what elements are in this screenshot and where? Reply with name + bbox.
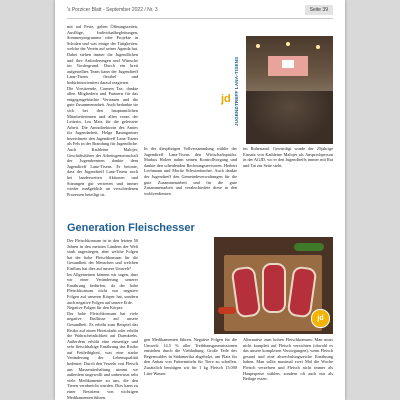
paragraph: Die Vorsitzende, Carmen Tax, dankte allen Mitgliedern und Partnern für das entgegengebrachte Vertrauen und die gute Zusammenarbeit. Auch bedankte sie sich bei den hauptamtlichen Mitarbeiterinnen und allen voran der Leiterin, Lea Mair, für die geleistete Arbeit. Die Amtsdirektorin des Amtes für Jugendarbeit, Helga Baumgartner bezeichnete den Jugendtreff Lanz-Tisens als Fels in der Brandung für Jugendliche. Auch Kathleine Malojer, Geschäftsführer der Arbeitsgemeinschaft der Jugendzentren dankte dem Jugendtreff Lanz-Tisens. Er betonte, dass der Jugendtreff Lanz-Tisens noch bei landesweiten Aktionen und Sitzungen gut vertreten und immer wieder maßgeblich an verschiedenen Prozessen beteiligt ist. xyxy=(67,85,138,197)
article-column-2 xyxy=(144,337,237,400)
photo-caption-right xyxy=(243,146,333,221)
article-column-3 xyxy=(243,337,333,400)
projection-slide xyxy=(282,60,294,68)
article-headline: Generation Fleischesser xyxy=(67,222,195,234)
article-column-1 xyxy=(67,238,138,400)
jd-logo-mark: jd xyxy=(221,93,231,105)
event-photo xyxy=(216,36,333,144)
paragraph: gen Medikamenten führen. Negative Folgen für die Umwelt: 14,5 % aller Treibhausgasemissionen entstehen durch die Viehhaltung. Große Teile des Regenwaldes in Südamerika abgeholzt, um Platz für den Anbau von Futtermitteln für Tiere zu schaffen. Zusätzlich benötigen wir für 1 kg Fleisch 15.000 Liter Wasser. xyxy=(144,337,237,376)
paragraph: Der Fleischkonsum ist in den letzten 50 Jahren in den meisten Ländern der Welt stark angestiegen, aber welche Folgen hat der hohe Fleischkonsum für die Gesundheit der Menschen und welchen Einfluss hat dies auf unsere Umwelt? xyxy=(67,238,138,271)
audience xyxy=(246,91,333,144)
organization-banner xyxy=(216,36,246,144)
ceiling-light xyxy=(316,45,320,49)
paragraph: Alternative zum hohen Fleischkonsum: Man muss nicht komplett auf Fleisch verzichten (obwohl es das unsere komplexen Versorgungen), wenn Fleisch gesund und eine abwechslungsreiche Ernährung haben. Man sollte maximal zwei Mal die Woche Fleisch verzehren und Fleisch nicht immer als Hauptspeise wählen, sondern oft auch nur als Beilage essen. xyxy=(243,337,333,382)
paragraph: Der hohe Fleischkonsum hat viele negative Einflüsse auf unsere Gesundheit. Es erhöht zum Beispiel das Risiko auf einen Herzinfarkt oder erhöht die Wahrscheinlichkeit auf Darmkrebs. Außerdem erhöht eine einseitige und sehr fleischhaltige Ernährung das Risiko auf Fettleibigkeit, was eine starke Veränderung der Lebensqualität bedeutet. Durch den Verzehr von Fleisch aus Massentierhaltung nimmt we außerdem ungewollt und unbewusst sehr viele Medikamente zu uns, die den Tieren verabreicht wurden. Dies kann zu einer Resistenz von wichtigen Medikamenten führen. xyxy=(67,310,138,400)
paragraph: mit auf Feste, geben Öffnungszeiten, Ausflüge, Individualbegleitungen, Sommerprogramme oder Projekte in Schulen und was einige der Tätigkeiten, welche der Verein auf seiner Agenda hat. Dabei stehen immer die Jugendlichen und ihre Anforderungen und Wünsche im Vordergrund. Durch ein breit aufgestelltes Team kann der Jugendtreff Lanz-Tisens flexibel und bedürfnisorientiert darauf reagieren. xyxy=(67,24,138,85)
publication-line: 's Porzicer Blatt - September 2022 / Nr. 3 xyxy=(67,7,158,13)
ceiling-light xyxy=(286,42,290,46)
paragraph: Negative Folgen für den Körper: xyxy=(67,305,124,311)
top-article-column-1 xyxy=(67,24,138,221)
caption-text: im Ruhestand. Gewürdigt wurde der 25jährige Einsatz von Kathleine Malojer als Ansprechperson in der AGJD, wo er den Jugendtreffs immer mit Rat und Tat zur Seite steht. xyxy=(243,146,333,168)
steak xyxy=(262,263,286,313)
photo-caption-left xyxy=(144,146,237,221)
running-header xyxy=(67,6,333,19)
jd-badge-icon: jd xyxy=(311,309,330,328)
page-number-tab: Seite 39 xyxy=(305,5,333,15)
red-pepper xyxy=(218,307,236,314)
steak-photo xyxy=(214,237,333,334)
caption-text: In der diesjährigen Vollversammlung wählte der Jugendtreff Lana-Tisens den Wirtschaftsprüfer. Markus Holzer nahm seinen Kontrollvorgang und dankte den scheidenden Rechnungsrevisoren. Herbert Lechmann und Moritz Schwienbacher. Auch dankte der Jugendtreff den Gemeindeverwaltungen für die gute Zusammenarbeit und für die gute Zusammenarbeit und verabschiedete diese in den wohlverdienten xyxy=(144,146,237,196)
banner-text: JUGENDTREFF LANA-TISENS xyxy=(234,56,239,126)
paragraph: Im Allgemeinen können wir sagen, dass wir einer Veränderung unserer Ernährung bedürfen, da der hohe Fleischkonsum nicht nur negative Folgen auf unseren Körper hat, sondern auch negative Folgen auf unsere Erde. xyxy=(67,271,138,305)
magazine-page xyxy=(55,0,345,400)
ceiling-light xyxy=(256,44,260,48)
green-pepper xyxy=(294,243,324,251)
